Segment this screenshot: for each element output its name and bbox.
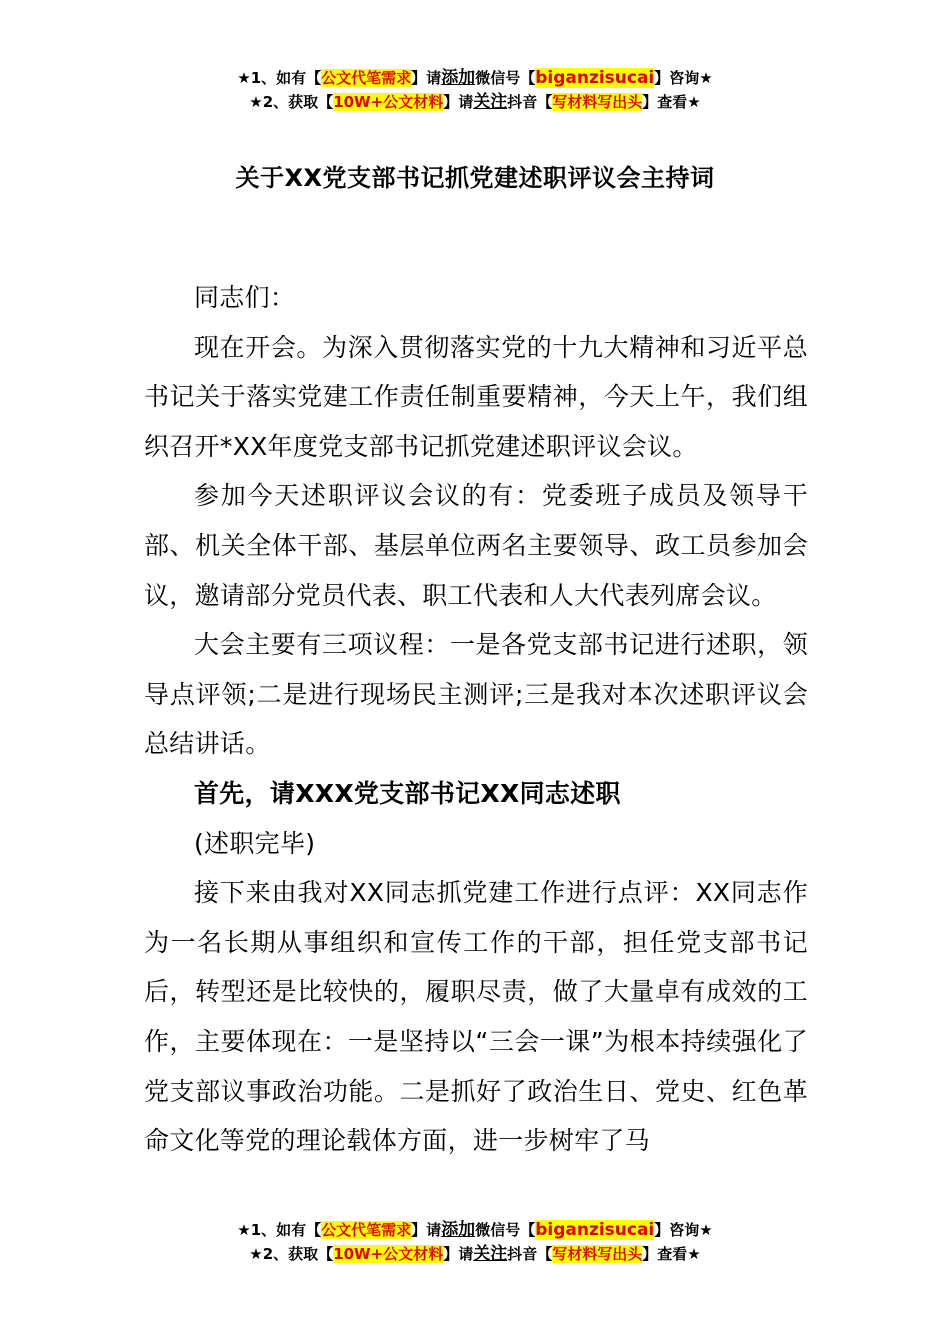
banner-text: ★2、获取【 (249, 1245, 334, 1263)
header-banner (0, 66, 950, 114)
banner-highlight: 写材料写出头 (552, 93, 643, 111)
banner-text: 微信号【 (475, 1221, 536, 1239)
banner-line-1 (0, 66, 950, 90)
banner-text: 抖音【 (507, 93, 553, 111)
paragraph-heading: 首先，请XXX党支部书记XX同志述职 (194, 778, 621, 808)
banner-underline: 添加 (441, 1220, 476, 1240)
banner-text: 】请 (443, 93, 474, 111)
banner-text: 抖音【 (507, 1245, 553, 1263)
document-body (144, 273, 808, 1166)
banner-text: ★1、如有【 (237, 1221, 322, 1239)
banner-text: 】咨询★ (654, 69, 713, 87)
banner-text: 】请 (443, 1245, 474, 1263)
paragraph: 参加今天述职评议会议的有：党委班子成员及领导干部、机关全体干部、基层单位两名主要领导、政工员参加会议，邀请部分党员代表、职工代表和人大代表列席会议。 (144, 481, 808, 610)
banner-line-1 (0, 1218, 950, 1242)
banner-wechat-id: biganzisucai (535, 1220, 655, 1240)
banner-text: 】查看★ (642, 1245, 701, 1263)
banner-text: 微信号【 (475, 69, 536, 87)
paragraph-salutation: 同志们： (194, 283, 296, 312)
paragraph-note: (述职完毕) (194, 828, 316, 858)
paragraph: 接下来由我对XX同志抓党建工作进行点评：XX同志作为一名长期从事组织和宣传工作的干部，担任党支部书记后，转型还是比较快的，履职尽责，做了大量卓有成效的工作，主要体现在：一是坚持以“三会一课”为根本持续强化了党支部议事政治功能。二是抓好了政治生日、党史、红色革命文化等党的理论载体方面，进一步树牢了马 (144, 878, 808, 1156)
banner-underline: 关注 (473, 1244, 508, 1264)
banner-text: ★1、如有【 (237, 69, 322, 87)
footer-banner (0, 1218, 950, 1266)
banner-text: 】请 (411, 1221, 442, 1239)
banner-underline: 关注 (473, 92, 508, 112)
paragraph: 大会主要有三项议程：一是各党支部书记进行述职，领导点评领;二是进行现场民主测评;三是我对本次述职评议会总结讲话。 (144, 630, 808, 759)
banner-highlight: 10W+公文材料 (333, 1245, 444, 1263)
banner-highlight: 写材料写出头 (552, 1245, 643, 1263)
paragraph: 现在开会。为深入贯彻落实党的十九大精神和习近平总书记关于落实党建工作责任制重要精神，今天上午，我们组织召开*XX年度党支部书记抓党建述职评议会议。 (144, 332, 808, 461)
banner-line-2 (0, 1242, 950, 1266)
banner-text: ★2、获取【 (249, 93, 334, 111)
banner-text: 】查看★ (642, 93, 701, 111)
banner-wechat-id: biganzisucai (535, 68, 655, 88)
banner-text: 】咨询★ (654, 1221, 713, 1239)
banner-line-2 (0, 90, 950, 114)
banner-text: 】请 (411, 69, 442, 87)
banner-highlight: 公文代笔需求 (321, 69, 412, 87)
banner-underline: 添加 (441, 68, 476, 88)
banner-highlight: 10W+公文材料 (333, 93, 444, 111)
banner-highlight: 公文代笔需求 (321, 1221, 412, 1239)
document-title: 关于XX党支部书记抓党建述职评议会主持词 (235, 164, 715, 192)
